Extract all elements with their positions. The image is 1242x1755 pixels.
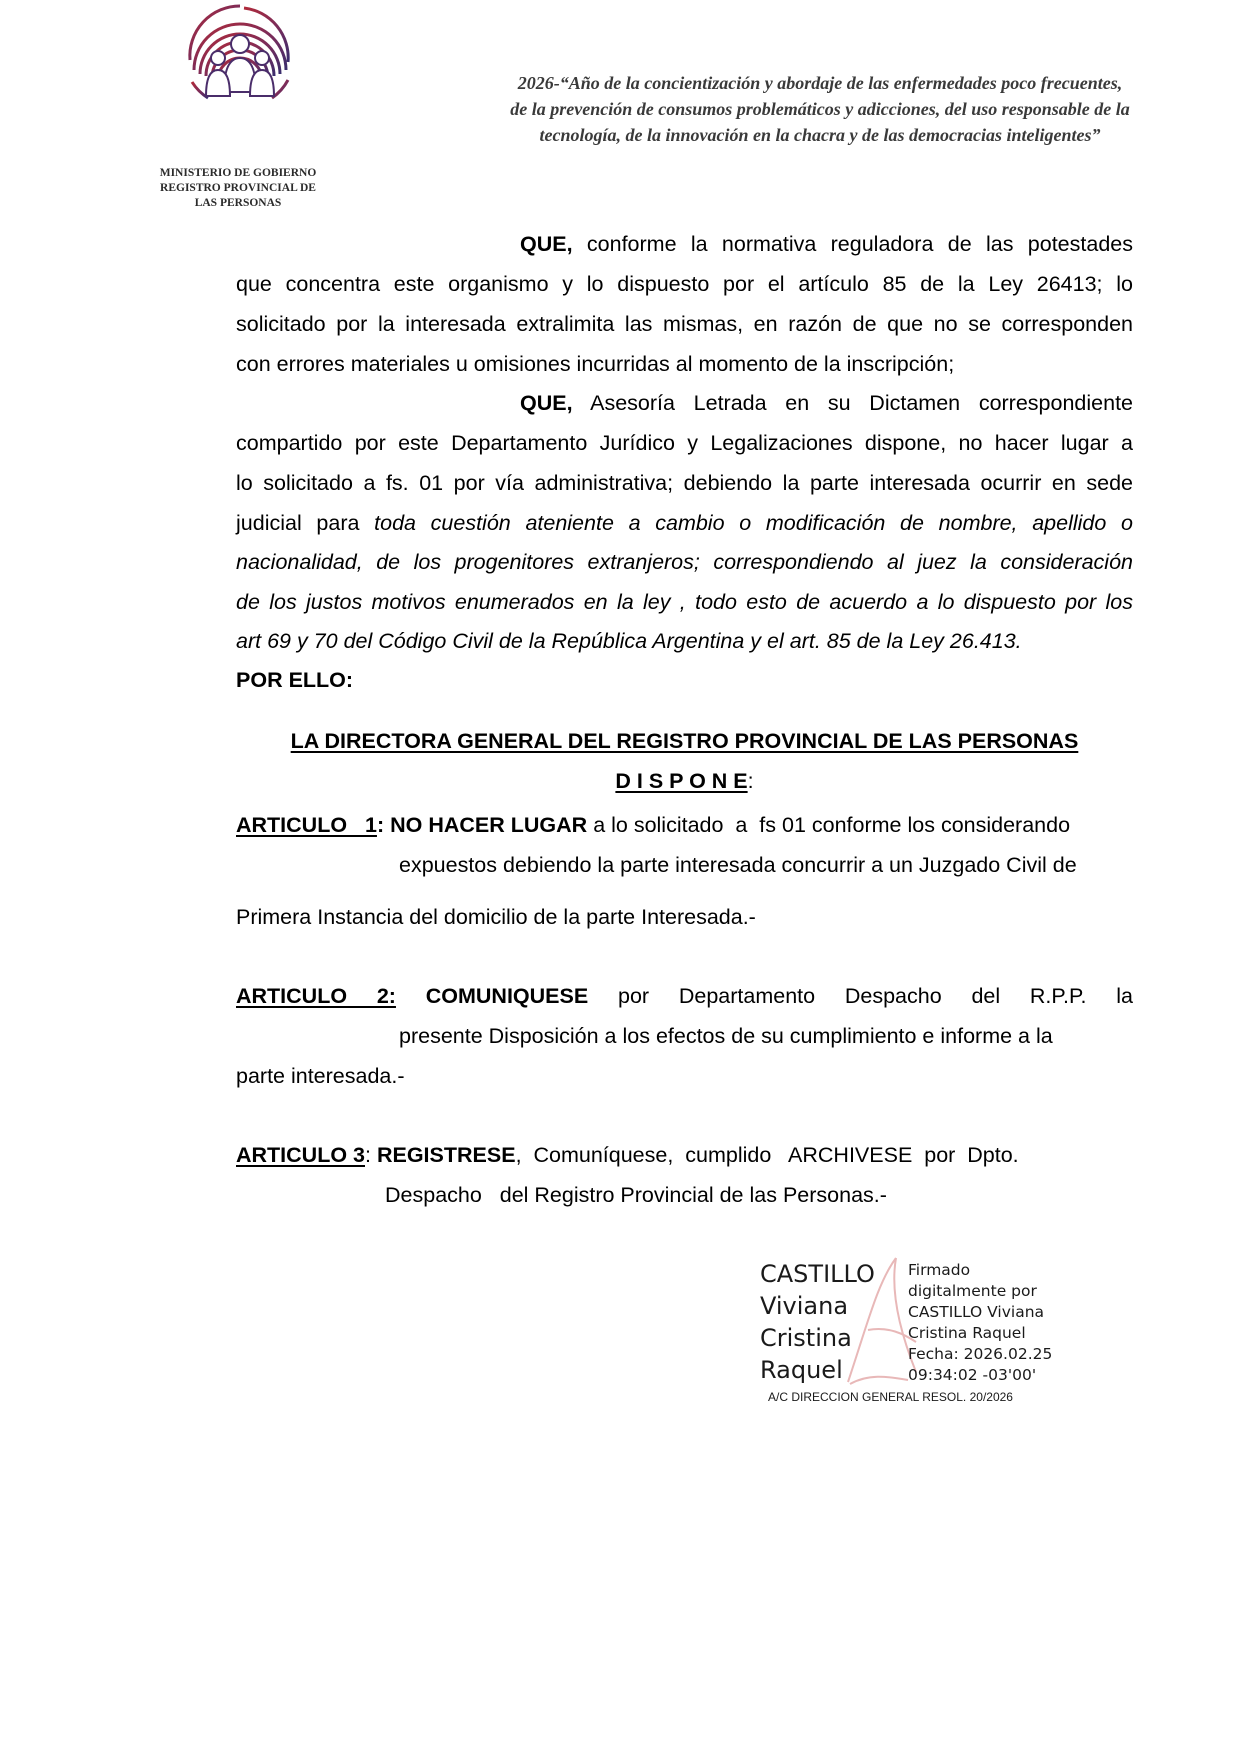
article-1-line: ARTICULO 1: NO HACER LUGAR a lo solicitado a fs 01 conforme los considerando [236, 813, 1071, 837]
article-1-line: Primera Instancia del domicilio de la parte Interesada.- [236, 905, 756, 929]
ministry-line: MINISTERIO DE GOBIERNO [159, 167, 317, 179]
que-paragraph-1-line: que concentra este organismo y lo dispuesto por el artículo 85 de la Ley 26413; lo [236, 272, 1133, 296]
authority-heading: LA DIRECTORA GENERAL DEL REGISTRO PROVINCIAL DE LAS PERSONAS [290, 729, 1079, 753]
article-1-label: ARTICULO 1 [236, 813, 377, 837]
que-paragraph-2-line: art 69 y 70 del Código Civil de la República Argentina y el art. 85 de la Ley 26.413. [236, 629, 1022, 653]
motto-line: tecnología, de la innovación en la chacra y de las democracias inteligentes” [539, 125, 1101, 145]
que-lead: QUE, [520, 391, 573, 415]
article-3-action: REGISTRESE [376, 1143, 516, 1167]
article-1-action: NO HACER LUGAR [390, 813, 588, 837]
ministry-line: LAS PERSONAS [194, 197, 282, 209]
article-3-line: Despacho del Registro Provincial de las Personas.- [385, 1183, 887, 1207]
article-2-line: presente Disposición a los efectos de su cumplimiento e informe a la [399, 1024, 1053, 1048]
que-paragraph-2-line: lo solicitado a fs. 01 por vía administrativa; debiendo la parte interesada ocurrir en sede [236, 471, 1133, 495]
motto-line: 2026-“Año de la concientización y abordaje de las enfermedades poco frecuentes, [517, 73, 1123, 93]
year-motto [440, 70, 1200, 148]
article-2-line: ARTICULO 2: COMUNIQUESE por Departamento Despacho del R.P.P. la [236, 984, 1133, 1008]
que-paragraph-1-line: solicitado por la interesada extralimita las mismas, en razón de que no se corresponden [236, 312, 1133, 336]
que-paragraph-2-line: judicial para toda cuestión ateniente a cambio o modificación de nombre, apellido o [236, 511, 1133, 535]
article-2-action: COMUNIQUESE [425, 984, 589, 1008]
digital-signature-details: Firmado digitalmente por CASTILLO Viviana Cristina Raquel Fecha: 2026.02.25 09:34:02 -03'00' [908, 1261, 1053, 1384]
que-paragraph-2-line: QUE, Asesoría Letrada en su Dictamen correspondiente [520, 391, 1134, 415]
ministry-line: REGISTRO PROVINCIAL DE [160, 182, 316, 194]
que-paragraph-2-line: de los justos motivos enumerados en la ley , todo esto de acuerdo a lo dispuesto por los [236, 590, 1133, 614]
article-2-line: parte interesada.- [236, 1064, 405, 1088]
article-2-label: ARTICULO 2: [236, 984, 396, 1008]
motto-line: de la prevención de consumos problemáticos y adicciones, del uso responsable de la [510, 99, 1130, 119]
que-paragraph-2-line: compartido por este Departamento Jurídico y Legalizaciones dispone, no hacer lugar a [236, 431, 1133, 455]
que-paragraph-1-line: QUE, conforme la normativa reguladora de las potestades [520, 232, 1133, 256]
article-3-label: ARTICULO 3 [236, 1143, 365, 1167]
que-lead: QUE, [520, 232, 573, 256]
por-ello-heading: POR ELLO: [236, 668, 354, 692]
que-paragraph-1-line: con errores materiales u omisiones incurridas al momento de la inscripción; [236, 352, 955, 376]
signature-footer: A/C DIRECCION GENERAL RESOL. 20/2026 [768, 1390, 1013, 1404]
registro-fingerprint-people-logo-icon [180, 0, 300, 104]
signer-name: CASTILLO Viviana Cristina Raquel [760, 1260, 875, 1384]
que-paragraph-2-line: nacionalidad, de los progenitores extranjeros; correspondiendo al juez la consideración [236, 550, 1133, 574]
dispone-heading: D I S P O N E: [615, 769, 754, 793]
ministry-header [138, 166, 338, 211]
article-1-line: expuestos debiendo la parte interesada concurrir a un Juzgado Civil de [399, 853, 1077, 877]
article-3-line: ARTICULO 3: REGISTRESE, Comuníquese, cumplido ARCHIVESE por Dpto. [236, 1143, 1019, 1167]
